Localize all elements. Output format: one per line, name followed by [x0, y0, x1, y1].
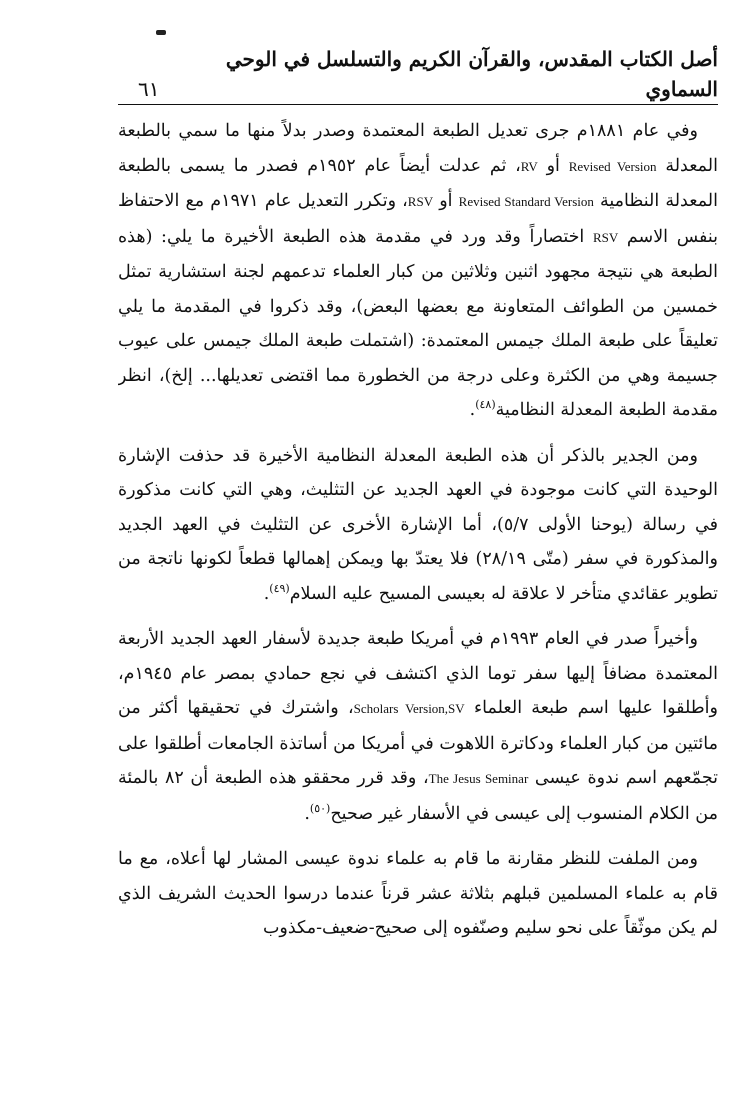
ink-smudge [156, 30, 166, 35]
footnote-ref: (٤٨) [475, 398, 496, 412]
paragraph-text: أو [537, 155, 569, 176]
paragraph-text: . [304, 803, 310, 824]
paragraph-text: وأخيراً صدر في العام ١٩٩٣م في أمريكا طبعة جديدة لأسفار العهد الجديد الأربعة المعتمدة مضافاً إليها سفر توما الذي اكتشف في نجع حمادي بمصر عام ١٩٤٥م، وأطلقوا عليها اسم طبعة العلماء [118, 629, 718, 718]
running-header [118, 47, 718, 105]
latin-term: Revised Version [568, 158, 657, 174]
latin-term: The Jesus Seminar [428, 771, 529, 786]
latin-term: RV [520, 158, 538, 174]
latin-term: Revised Standard Version [458, 194, 594, 209]
paragraph-text: ، وقد قرر محققو هذه الطبعة أن ٨٢ بالمئة من الكلام المنسوب إلى عيسى في الأسفار غير صحيح [118, 768, 718, 824]
paragraph-1 [118, 114, 718, 428]
paragraph-text: وفي عام ١٨٨١م جرى تعديل الطبعة المعتمدة وصدر بدلاً منها ما سمي بالطبعة المعدلة [118, 121, 718, 176]
paragraph-text: ، ثم عدلت أيضاً عام ١٩٥٢م فصدر ما يسمى بالطبعة المعدلة النظامية [118, 155, 718, 211]
paragraph-3 [118, 622, 718, 831]
latin-term: RSV [592, 229, 619, 245]
page-number: ٦١ [138, 77, 160, 101]
paragraph-text: ومن الجدير بالذكر أن هذه الطبعة المعدلة النظامية الأخيرة قد حذفت الإشارة الوحيدة التي كانت موجودة في العهد الجديد عن التثليث، وهي التي كانت مذكورة في رسالة (يوحنا الأولى ٥/٧)، أما الإشارة الأخرى عن التثليث في العهد الجديد والمذكورة في سفر (متّى ٢٨/١٩) فلا يعتدّ بها ويمكن إهمالها قطعاً لكونها ناتجة من تطوير عقائدي متأخر لا علاقة له بعيسى المسيح عليه السلام [118, 445, 718, 604]
footnote-ref: (٥٠) [309, 801, 331, 815]
paragraph-text: ومن الملفت للنظر مقارنة ما قام به علماء ندوة عيسى المشار لها أعلاه، مع ما قام به علماء المسلمين قبلهم بثلاثة عشر قرناً عندما درسوا الحديث الشريف الذي لم يكن موثّقاً على نحو سليم وصنّفوه إلى صحيح-ضعيف-مكذوب [118, 849, 718, 938]
paragraph-4 [118, 842, 718, 946]
paragraph-text: ، واشترك في تحقيقها أكثر من مائتين من كبار العلماء ودكاترة اللاهوت في أمريكا من أساتذة الجامعات أطلقوا على تجمّعهم اسم ندوة عيسى [118, 698, 718, 788]
footnote-ref: (٤٩) [269, 581, 290, 595]
page-body [118, 114, 718, 1114]
header-title: أصل الكتاب المقدس، والقرآن الكريم والتسلسل في الوحي السماوي [225, 47, 718, 101]
latin-term: Scholars Version,SV [353, 701, 465, 716]
paragraph-text: . [469, 400, 476, 420]
latin-term: RSV [407, 194, 434, 209]
paragraph-text: . [263, 583, 270, 604]
paragraph-text: اختصاراً وقد ورد في مقدمة هذه الطبعة الأخيرة ما يلي: (هذه الطبعة هي نتيجة مجهود اثنين وثلاثين من كبار العلماء تدعمهم لجنة استشارية تمثل خمسين من الطوائف المتعاونة مع بعضها البعض)، وقد ذكروا في المقدمة ما يلي تعليقاً على طبعة الملك جيمس المعتمدة: (اشتملت طبعة الملك جيمس على عيوب جسيمة وهي من الكثرة وعلى درجة من الخطورة مما اقتضى تعديلها... إلخ)، انظر مقدمة الطبعة المعدلة النظامية [118, 226, 718, 420]
paragraph-text: أو [433, 191, 459, 211]
paragraph-text: ، وتكرر التعديل عام ١٩٧١م مع الاحتفاظ بنفس الاسم [118, 191, 718, 247]
paragraph-2 [118, 439, 718, 612]
